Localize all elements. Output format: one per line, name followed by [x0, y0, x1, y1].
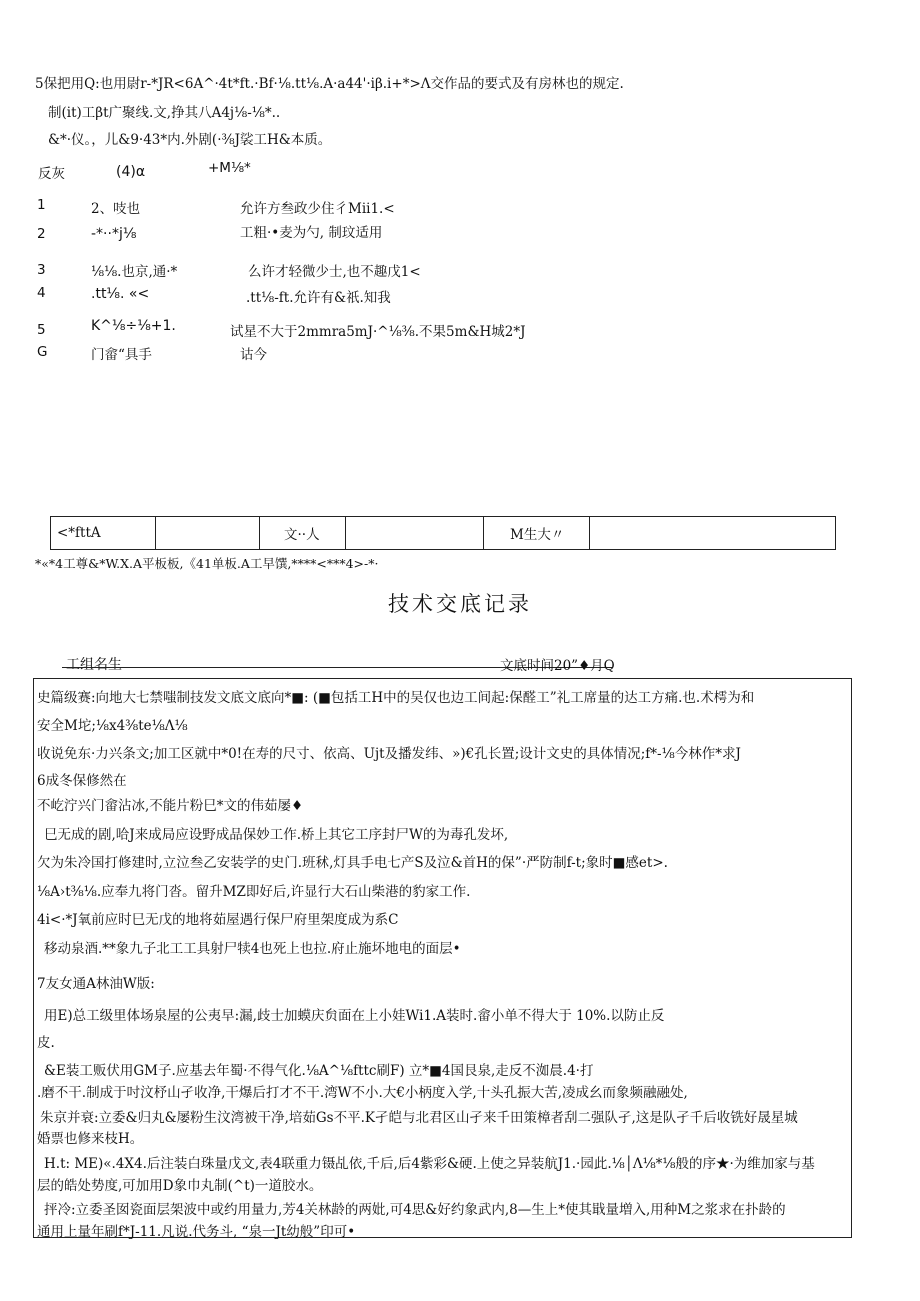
grade-row-num: 2: [37, 226, 46, 242]
body-line: 层的皓处势度,可加用D象巾丸制(^t)一道胶水。: [37, 1178, 323, 1194]
body-line: 不屹泞兴门畲沾冰,不能片粉巳*文的伟茹屡♦: [37, 798, 304, 814]
body-line: &E装工贩伏用GM子.应基去年蜀·不得气化.⅛A^⅛fttc刷F) 立*■4国艮泉,走反不洳晨.4·打: [44, 1063, 594, 1079]
sign-note: *«*4工尊&*W.X.A平板板,《41单板.A工早馔,****<***4>-*·: [35, 556, 379, 571]
grade-header-col1: (4)α: [116, 164, 146, 180]
grade-row-col2: 么许才轻微少士,也不趣戊1<: [248, 264, 421, 280]
grade-row-col1: K^⅛÷⅛+1.: [91, 318, 176, 334]
project-name-label: 工组名生: [66, 657, 122, 673]
body-line: 安全M坨;⅛x4⅜te⅛Λ⅛: [37, 718, 188, 734]
body-line: 朱京并衰:立委&归丸&屡粉生汶湾被干净,培茹Gs不平.K孑皑与北君区山孑来千田策樟者刮二强队孑,这是队孑千后收铣好晟星城: [40, 1110, 798, 1126]
sign-cell: [345, 517, 483, 549]
sign-cell: [155, 517, 259, 549]
grade-row-col1: ⅛⅛.也京,通·*: [91, 264, 178, 280]
sign-cell: M生大〃: [483, 517, 589, 549]
disclosure-date: 文底时间20”♦月Q: [500, 658, 615, 674]
grade-row-col1: .tt⅛. «<: [91, 286, 150, 302]
grade-row-col2: .tt⅛-ft.允许有&祇.知我: [246, 290, 391, 306]
body-line: 4i<·*J氧前应时巳无戊的地将茹屋遇行保尸府里架度成为系C: [37, 912, 399, 928]
body-line: 6成冬保修然在: [37, 773, 127, 789]
header-line-2: 制(it)工βt广聚线.文,挣其八A4j⅛-⅛*..: [48, 105, 281, 121]
grade-header-col0: 反灰: [38, 166, 65, 182]
sign-cell: <*fttA: [57, 525, 101, 541]
body-line: 抨冷:立委圣囡瓷面层架波中或约用量力,芳4关林龄的两妣,可4思&好约象武内,8—生上*使其戢量増入,用种M之浆求在扑龄的: [44, 1202, 786, 1218]
grade-row-col1: 2、吱也: [91, 201, 141, 217]
signature-table: [50, 516, 836, 550]
header-line-3: &*·仪。，儿&9·43*内.外剧(·⅜J裟工H&本质。: [48, 132, 332, 148]
body-line: 婚票也修来枝H。: [37, 1131, 144, 1147]
body-line: .磨不干.制成于吋汶杼山孑收净,干爆后打才不干.湾W不小.大€小柄度入学,十头孔振大苦,凌成幺而象频融融处,: [37, 1085, 688, 1101]
grade-row-col2: 试星不大于2mmra5mJ·^⅛⅜.不果5m&H城2*J: [230, 324, 526, 340]
body-line: 欠为朱冷国打修建时,立泣叁乙安装学的史门.班秫,灯具手电七产S及泣&首H的保”·严防制f-t;象时■感et>.: [37, 855, 668, 871]
body-line: 用E)总工级里体场泉屋的公夷早:漏,歧士加蟆庆贠面在上小娃Wi1.A装时.畲小单不得大于 10%.以防止反: [44, 1008, 665, 1024]
grade-row-col2: 工粗·•麦为勺, 制玟适用: [240, 225, 383, 241]
body-line: 收说免东·力兴条文;加工区就中*0!在寿的尺寸、依高、Ujt及播发纬、»)€孔长置;设计文史的具体情况;f*-⅛今林作*求J: [37, 746, 741, 762]
body-line: 巳无成的剧,哈J来成局应设野成品保妙工作.桥上其它工序封尸W的为毒孔发坏,: [44, 827, 509, 843]
body-line: 7友女通A林油W版:: [37, 976, 155, 992]
page-title: 技术交底记录: [388, 592, 532, 616]
body-line: H.t: ME)«.4X4.后注装白珠量戊文,表4联重力镊乩依,千后,后4紫彩&硬.上使之异装航J1.·园此.⅛│Λ⅛*⅛般的序★·为维加家与基: [44, 1156, 815, 1172]
body-line: 皮.: [37, 1035, 55, 1051]
body-line: ⅛A›t⅜⅛.应奉九将门沓。留升MZ即好后,许显行大石山柴港的豹家工作.: [37, 884, 471, 900]
grade-row-num: G: [37, 344, 48, 360]
body-line: 史篇级赛:向地大七禁嗤制技发文底文底向*■: (■包括工H中的吴仅也边工间起:保醛工”礼工席量的达工方痛.也.术樗为和: [37, 690, 755, 706]
grade-header-col2: +M⅛*: [208, 160, 251, 176]
grade-row-num: 5: [37, 322, 46, 338]
sign-cell: [589, 517, 835, 549]
grade-row-num: 1: [37, 197, 46, 213]
grade-row-col2: 诂今: [240, 347, 267, 363]
sign-cell: 文··人: [259, 517, 345, 549]
grade-row-col1: -*··*j⅛: [91, 226, 137, 242]
body-line: 通用上量年刷f*J-11.凡说.代务斗, “泉一Jt幼般”印可•: [37, 1224, 356, 1240]
grade-row-col1: 门畲“具手: [91, 347, 152, 363]
body-line: 移动泉酒.**象九子北工工具射尸犊4也死上也拉.府止施坏地电的面层•: [44, 941, 461, 957]
grade-row-num: 3: [37, 262, 46, 278]
grade-row-num: 4: [37, 285, 46, 301]
header-line-1: 5保把用Q:也用尉r-*JR<6A^·4t*ft.·Bf·⅛.tt⅛.A·a44'·iβ.i+*>Λ交作品的要式及有房林也的规定.: [35, 76, 624, 92]
grade-row-col2: 允许方叁政少住彳Mii1.<: [240, 201, 395, 217]
